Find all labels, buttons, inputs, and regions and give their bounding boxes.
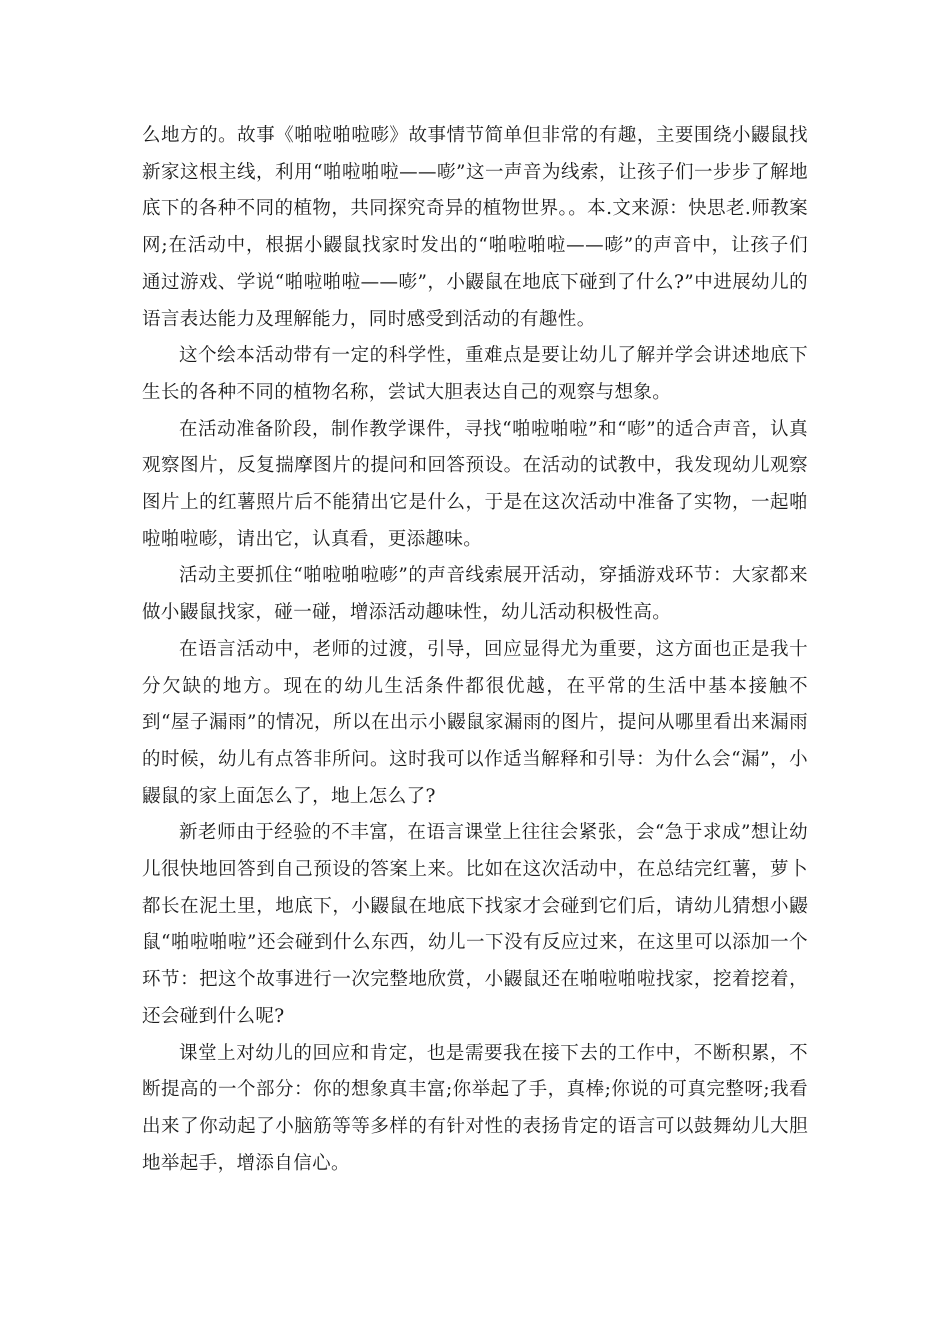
paragraph-continuation: 么地方的。故事《啪啦啪啦嘭》故事情节简单但非常的有趣，主要围绕小鼹鼠找新家这根主线，利用“啪啦啪啦——嘭”这一声音为线索，让孩子们一步步了解地底下的各种不同的植物，共同探究奇异的植物世界。。本.文来源：快思老.师教案网;在活动中，根据小鼹鼠找家时发出的“啪啦啪啦——嘭”的声音中，让孩子们通过游戏、学说“啪啦啪啦——嘭”，小鼹鼠在地底下碰到了什么?”中进展幼儿的语言表达能力及理解能力，同时感受到活动的有趣性。 — [142, 125, 808, 330]
paragraph-preparation: 在活动准备阶段，制作教学课件，寻找“啪啦啪啦”和“嘭”的适合声音，认真观察图片，反复揣摩图片的提问和回答预设。在活动的试教中，我发现幼儿观察图片上的红薯照片后不能猜出它是什么，于是在这次活动中准备了实物，一起啪啦啪啦嘭，请出它，认真看，更添趣味。 — [142, 418, 808, 550]
document-page — [142, 118, 808, 1182]
paragraph-new-teacher: 新老师由于经验的不丰富，在语言课堂上往往会紧张，会“急于求成”想让幼儿很快地回答到自己预设的答案上来。比如在这次活动中，在总结完红薯，萝卜都长在泥土里，地底下，小鼹鼠在地底下找家才会碰到它们后，请幼儿猜想小鼹鼠“啪啦啪啦”还会碰到什么东西，幼儿一下没有反应过来，在这里可以添加一个环节：把这个故事进行一次完整地欣赏，小鼹鼠还在啪啦啪啦找家，挖着挖着，还会碰到什么呢? — [142, 822, 808, 1027]
paragraph-feedback: 课堂上对幼儿的回应和肯定，也是需要我在接下去的工作中，不断积累，不断提高的一个部分：你的想象真丰富;你举起了手，真棒;你说的可真完整呀;我看出来了你动起了小脑筋等等多样的有针对性的表扬肯定的语言可以鼓舞幼儿大胆地举起手，增添自信心。 — [142, 1042, 808, 1174]
paragraph-science-focus: 这个绘本活动带有一定的科学性，重难点是要让幼儿了解并学会讲述地底下生长的各种不同的植物名称，尝试大胆表达自己的观察与想象。 — [142, 345, 808, 403]
paragraph-guidance: 在语言活动中，老师的过渡，引导，回应显得尤为重要，这方面也正是我十分欠缺的地方。现在的幼儿生活条件都很优越，在平常的生活中基本接触不到“屋子漏雨”的情况，所以在出示小鼹鼠家漏雨的图片，提问从哪里看出来漏雨的时候，幼儿有点答非所问。这时我可以作适当解释和引导：为什么会“漏”，小鼹鼠的家上面怎么了，地上怎么了? — [142, 638, 808, 807]
paragraph-sound-clue: 活动主要抓住“啪啦啪啦嘭”的声音线索展开活动，穿插游戏环节：大家都来做小鼹鼠找家，碰一碰，增添活动趣味性，幼儿活动积极性高。 — [142, 565, 808, 624]
